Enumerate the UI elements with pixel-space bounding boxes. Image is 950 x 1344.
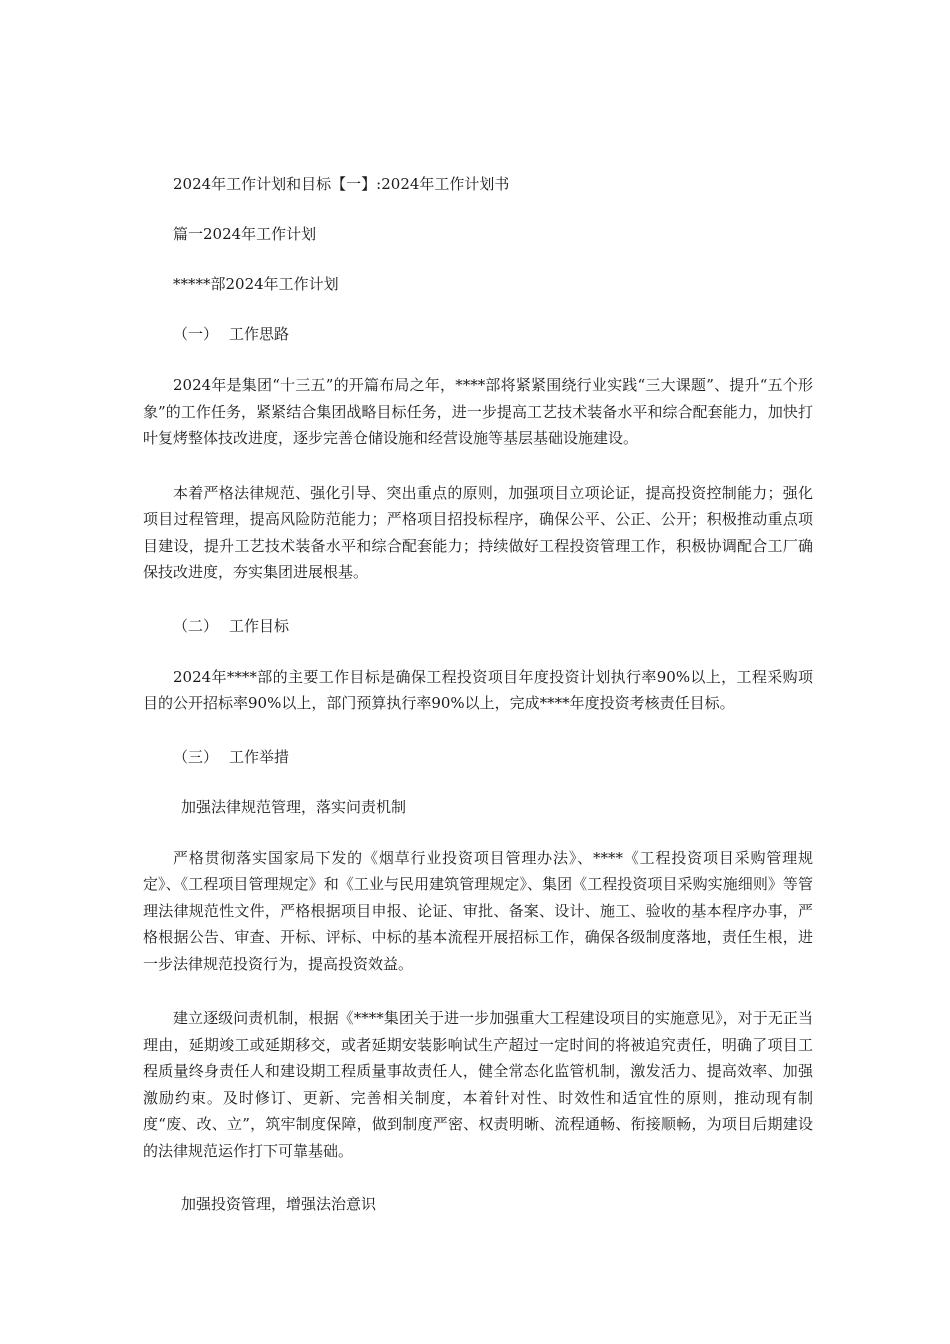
- paragraph-accountability: 建立逐级问责机制，根据《****集团关于进一步加强重大工程建设项目的实施意见》，对于无正当理由，延期竣工或延期移交，或者延期安装影响试生产超过一定时间的将被追究责任，明确了项目工程质量终身责任人和建设期工程质量事故责任人，健全常态化监管机制，激发活力、提高效率、加强激励约束。及时修订、更新、完善相关制度，本着针对性、时效性和适宜性的原则，推动现有制度“废、改、立”，筑牢制度保障，做到制度严密、权责明晰、流程通畅、衔接顺畅，为项目后期建设的法律规范运作打下可靠基础。: [143, 1009, 813, 1160]
- department-plan-title: *****部2024年工作计划: [173, 275, 339, 293]
- section-heading-measures: [143, 745, 813, 769]
- document-body: [143, 172, 813, 1216]
- main-title: 2024年工作计划和目标【一】:2024年工作计划书: [173, 175, 510, 193]
- paragraph-legal-regulations: 严格贯彻落实国家局下发的《烟草行业投资项目管理办法》、****《工程投资项目采购管理规定》、《工程项目管理规定》和《工业与民用建筑管理规定》、集团《工程投资项目采购实施细则》等管理法律规范性文件，严格根据项目申报、论证、审批、备案、设计、施工、验收的基本程序办事，严格根据公告、审查、开标、评标、中标的基本流程开展招标工作，确保各级制度落地，责任生根，进一步法律规范投资行为，提高投资效益。: [143, 848, 813, 973]
- section-title: 工作举措: [229, 747, 290, 766]
- section-number: （一）: [173, 325, 219, 343]
- section-number: （二）: [173, 616, 219, 635]
- paragraph-work-thinking: 2024年是集团“十三五”的开篇布局之年，****部将紧紧围绕行业实践“三大课题”、提升“五个形象”的工作任务，紧紧结合集团战略目标任务，进一步提高工艺技术装备水平和综合配套能力，加快打叶复烤整体技改进度，逐步完善仓储设施和经营设施等基层基础设施建设。: [143, 376, 813, 447]
- section-title: 工作目标: [229, 616, 290, 635]
- paragraph-principles: 本着严格法律规范、强化引导、突出重点的原则，加强项目立项论证，提高投资控制能力；强化项目过程管理，提高风险防范能力；严格项目招投标程序，确保公平、公正、公开；积极推动重点项目建设，提升工艺技术装备水平和综合配套能力；持续做好工程投资管理工作，积极协调配合工厂确保技改进度，夯实集团进展根基。: [143, 483, 813, 581]
- chapter-title: 篇一2024年工作计划: [173, 225, 317, 243]
- section-heading-goals: [143, 614, 813, 638]
- subheading-investment-management: 加强投资管理，增强法治意识: [181, 1195, 377, 1213]
- subheading-legal-management: 加强法律规范管理，落实问责机制: [181, 797, 407, 816]
- paragraph-work-goals: 2024年****部的主要工作目标是确保工程投资项目年度投资计划执行率90%以上，工程采购项目的公开招标率90%以上，部门预算执行率90%以上，完成****年度投资考核责任目标。: [143, 667, 813, 712]
- section-number: （三）: [173, 747, 219, 766]
- section-title: 工作思路: [229, 325, 290, 343]
- section-heading-thinking: [143, 322, 813, 346]
